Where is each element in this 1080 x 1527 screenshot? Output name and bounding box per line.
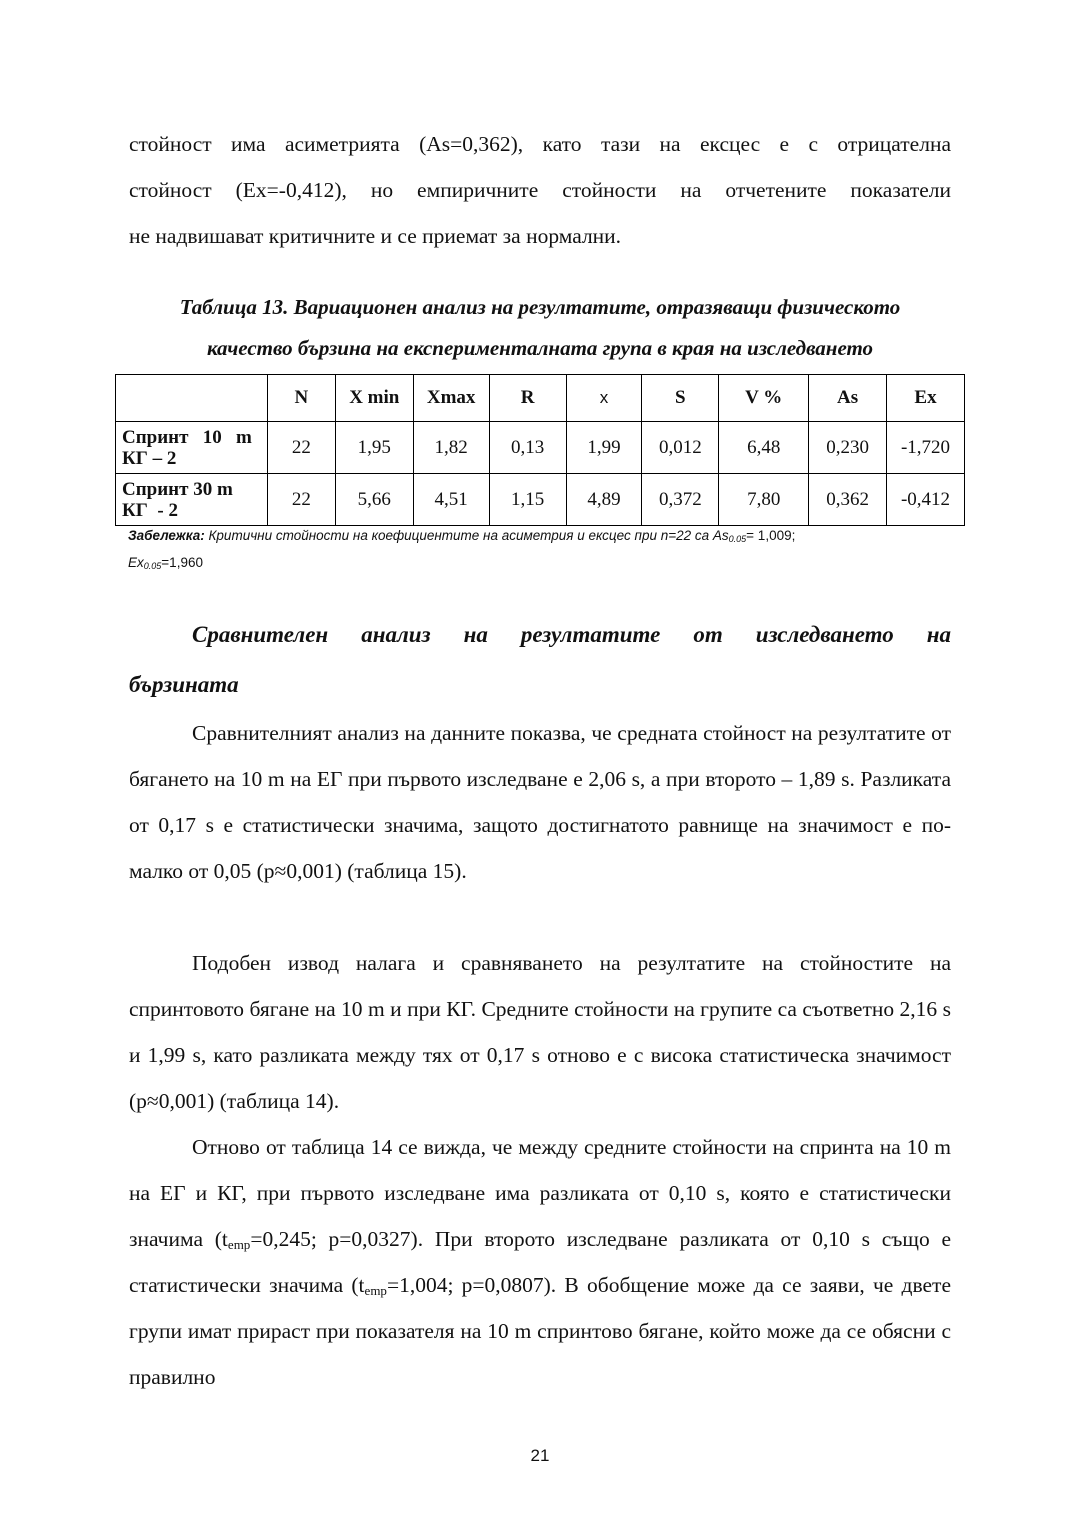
table-cell: 1,99 — [566, 422, 642, 474]
header-r: R — [489, 375, 566, 422]
table-caption-line-2: качество бързина на експерименталната група в края на изследването — [206, 336, 874, 360]
p3-sub-emp-1: emp — [227, 1237, 251, 1252]
table-cell: 4,89 — [566, 474, 642, 526]
table-cell: 0,012 — [642, 422, 719, 474]
header-n: N — [267, 375, 335, 422]
p3-part-c: =1,004; p=0,0807). В обобщение може да се заяви, че двете групи имат прираст при показателя на 10 m спринтово бягане, който може да се обясни с правилно — [129, 1273, 951, 1389]
body-paragraph-2: Подобен извод налага и сравняването на резултатите на стойностите на спринтовото бягане на 10 m и при КГ. Средните стойности на групите са съответно 2,16 s и 1,99 s, като разликата между тях от 0,17 s отново е с висока статистическа значимост (p≈0,001) (таблица 14). — [129, 951, 951, 1113]
note-text: Критични стойности на коефициентите на асиметрия и ексцес при n=22 са As — [204, 528, 729, 543]
row-label-line-2: КГ – 2 — [122, 447, 177, 469]
body-paragraph-1: Сравнителният анализ на данните показва, че средната стойност на резултатите от бягането на 10 m на ЕГ при първото изследване е 2,06 s, а при второто – 1,89 s. Разликата от 0,17 s е статистически значима, защото достигнатото равнище на значимост е по-малко от 0,05 (p≈0,001) (таблица 15). — [129, 721, 951, 883]
note-label: Забележка: — [128, 528, 205, 543]
table-cell: 0,372 — [642, 474, 719, 526]
table-row — [116, 474, 965, 526]
row-label — [116, 474, 268, 526]
note-ex: Ex — [128, 555, 144, 570]
intro-line-2: стойност (Ex=-0,412), но емпиричните стойности на отчетените показатели — [129, 178, 951, 202]
table-cell: 0,362 — [809, 474, 887, 526]
table-cell: -0,412 — [887, 474, 965, 526]
table-cell: 1,15 — [489, 474, 566, 526]
table-cell: 0,13 — [489, 422, 566, 474]
intro-line-1: стойност има асиметрията (As=0,362), като тази на ексцес е с отрицателна — [129, 132, 951, 156]
section-heading-line-2: бързината — [129, 672, 239, 697]
table-caption — [116, 287, 964, 369]
table-header-row — [116, 375, 965, 422]
header-ex: Ex — [887, 375, 965, 422]
header-s: S — [642, 375, 719, 422]
header-xmax: Xmax — [413, 375, 489, 422]
header-mean: x — [566, 375, 642, 422]
section-heading — [129, 610, 951, 710]
table-note — [128, 524, 958, 578]
note-sub-ex: 0.05 — [143, 561, 162, 571]
variation-table — [115, 374, 965, 526]
table-cell: 4,51 — [413, 474, 489, 526]
intro-paragraph — [129, 121, 951, 259]
note-value-as: = 1,009; — [746, 528, 796, 543]
row-label-line-2: КГ - 2 — [122, 499, 178, 521]
table-cell: 5,66 — [335, 474, 413, 526]
table-cell: 1,82 — [413, 422, 489, 474]
header-xmin: X min — [335, 375, 413, 422]
header-as: As — [809, 375, 887, 422]
table-caption-line-1: Таблица 13. Вариационен анализ на резултатите, отразяващи физическото — [179, 295, 901, 319]
table-cell: -1,720 — [887, 422, 965, 474]
table-cell: 7,80 — [719, 474, 809, 526]
table-row — [116, 422, 965, 474]
row-label — [116, 422, 268, 474]
section-heading-line-1: Сравнителен анализ на резултатите от изследването на — [192, 622, 951, 647]
note-value-ex: =1,960 — [161, 555, 203, 570]
header-v: V % — [719, 375, 809, 422]
table-cell: 6,48 — [719, 422, 809, 474]
row-label-line-1: Спринт 10 m — [122, 426, 252, 448]
table-cell: 22 — [267, 474, 335, 526]
table-cell: 1,95 — [335, 422, 413, 474]
page-number: 21 — [530, 1446, 550, 1465]
header-blank — [116, 375, 268, 422]
p3-sub-emp-2: emp — [364, 1283, 387, 1298]
table-cell: 22 — [267, 422, 335, 474]
row-label-line-1: Спринт 30 m — [122, 478, 233, 500]
intro-line-3: не надвишават критичните и се приемат за нормални. — [129, 224, 622, 248]
table-cell: 0,230 — [809, 422, 887, 474]
p3-part-b: =0,245; p=0,0327). При второто изследване разликата от 0,10 s също е статистически значима (t — [129, 1227, 952, 1297]
note-sub-as: 0.05 — [728, 534, 747, 544]
p3-part-a: Отново от таблица 14 се вижда, че между средните стойности на спринта на 10 m на ЕГ и КГ, при първото изследване има разликата от 0,10 s, която е статистически значима (t — [129, 1135, 951, 1251]
body-paragraph-3 — [129, 1124, 951, 1400]
